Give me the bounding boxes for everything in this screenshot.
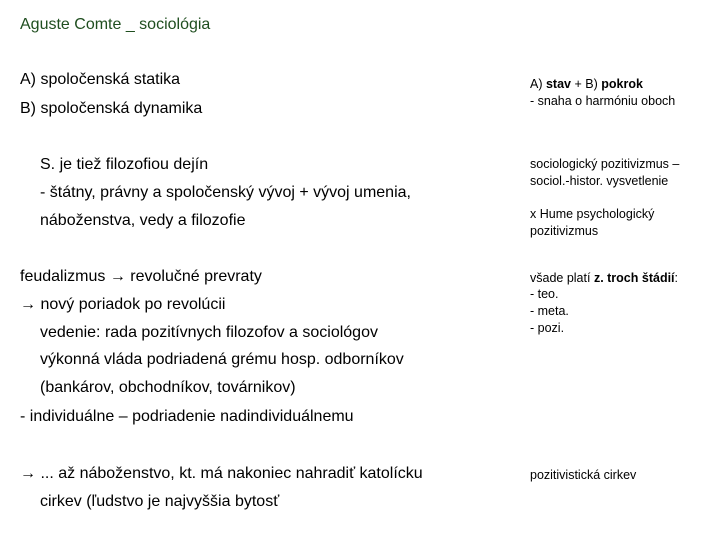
individualne-text: - individuálne – podriadenie nadindividuálnemu: [20, 408, 354, 425]
vyvoj-text-line2: náboženstva, vedy a filozofie: [40, 212, 246, 229]
feudalizmus-text: feudalizmus → revolučné prevraty: [20, 268, 262, 285]
stav-a-label: A): [530, 77, 543, 91]
hume-note-line1: x Hume psychologický: [530, 207, 655, 221]
stadia-bold-label: z. troch štádií: [593, 271, 675, 285]
page-title: Aguste Comte _ sociológia: [20, 16, 211, 33]
pokrok-label: pokrok: [601, 77, 643, 91]
stadia-post-label: :: [674, 271, 679, 285]
bankari-text: (bankárov, obchodníkov, továrnikov): [40, 379, 296, 396]
vedenie-text: vedenie: rada pozitívnych filozofov a sociológov: [40, 324, 378, 341]
stadia-pozi: - pozi.: [530, 321, 565, 335]
harmonia-note: - snaha o harmóniu oboch: [530, 94, 676, 108]
stadia-pre-label: všade platí: [530, 271, 591, 285]
hume-note-line2: pozitivizmus: [530, 224, 599, 238]
novy-poriadok-text: → nový poriadok po revolúcii: [20, 296, 226, 313]
pozitivizmus-note-line2: sociol.-histor. vysvetlenie: [530, 174, 669, 188]
nabozenstvo-text-line2: cirkev (ľudstvo je najvyššia bytosť: [40, 493, 280, 510]
stadia-meta: - meta.: [530, 304, 569, 318]
stadia-teo: - teo.: [530, 287, 559, 301]
vlada-text: výkonná vláda podriadená grému hosp. odborníkov: [40, 351, 404, 368]
stav-plus-label: + B): [574, 77, 598, 91]
vyvoj-text-line1: - štátny, právny a spoločenský vývoj + vývoj umenia,: [40, 184, 411, 201]
statika-text: A) spoločenská statika: [20, 71, 181, 88]
stav-pokrok-note: [530, 76, 643, 92]
dynamika-text: B) spoločenská dynamika: [20, 100, 203, 117]
nabozenstvo-text-line1: → ... až náboženstvo, kt. má nakoniec nahradiť katolícku: [20, 465, 423, 482]
pozitivizmus-note-line1: sociologický pozitivizmus –: [530, 157, 680, 171]
stadia-note: [530, 270, 678, 286]
stav-label: stav: [545, 77, 572, 91]
filozofia-dejin-text: S. je tiež filozofiou dejín: [40, 156, 209, 173]
cirkev-note: pozitivistická cirkev: [530, 468, 637, 482]
